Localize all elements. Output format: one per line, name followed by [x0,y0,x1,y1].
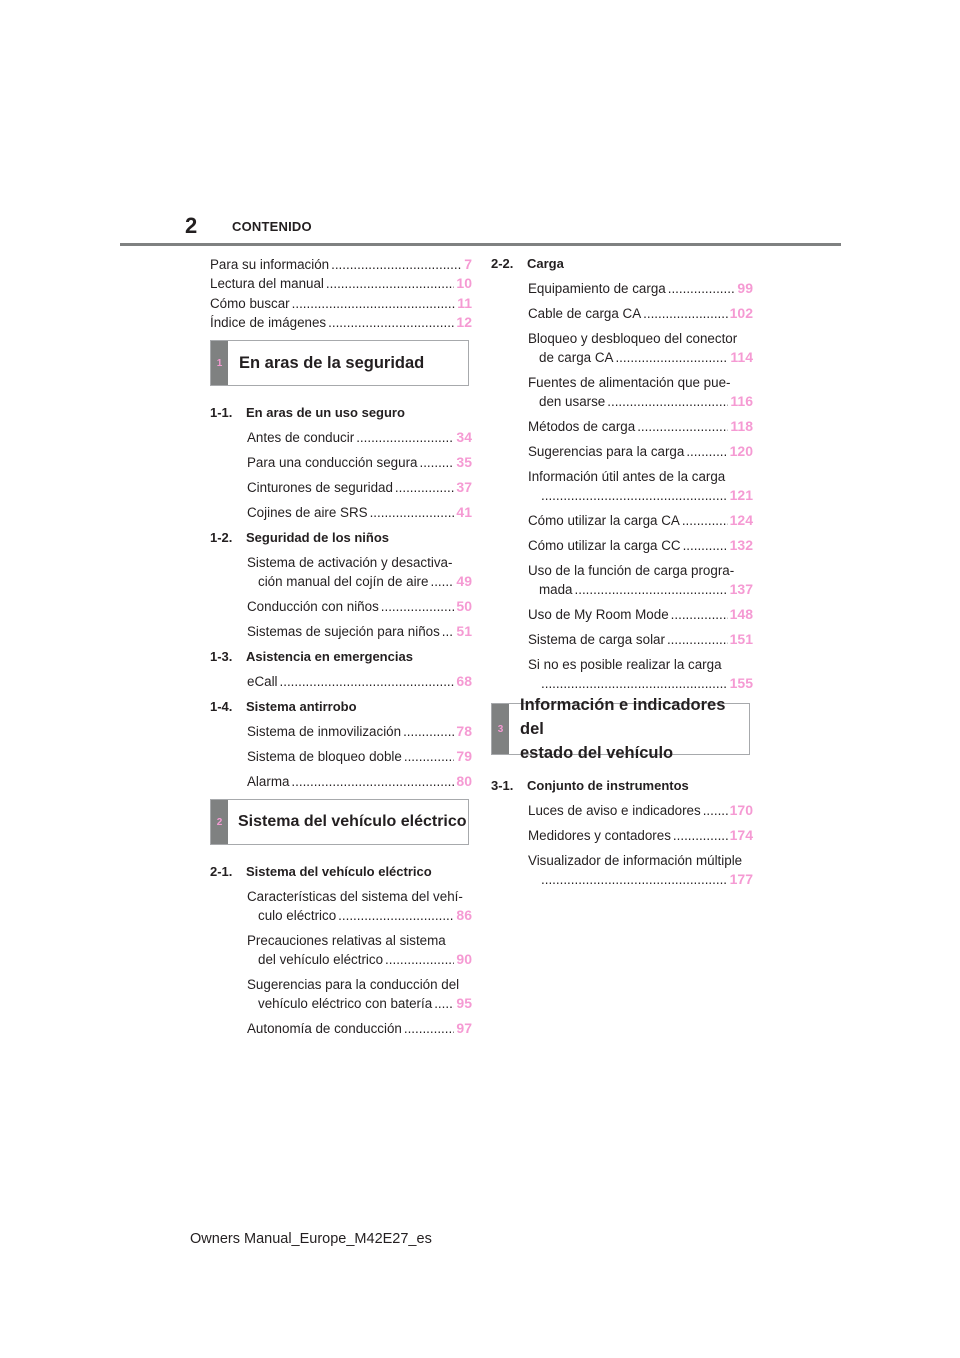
toc-entry[interactable]: Medidores y contadores ..... 174 [528,826,753,845]
page-link[interactable]: 121 [729,487,753,503]
toc-entry[interactable]: Autonomía de conducción ..... 97 [247,1019,472,1038]
chapter-2-box[interactable] [210,799,469,845]
section-1-2 [210,528,472,641]
toc-entry[interactable]: Métodos de carga ..... 118 [528,417,753,436]
page-link[interactable]: 120 [729,443,753,459]
page-link[interactable]: 116 [730,393,753,409]
page-link[interactable]: 78 [456,723,472,739]
toc-entry[interactable]: Sistema de bloqueo doble ..... 79 [247,747,472,766]
toc-entry[interactable]: Lectura del manual ..... 10 [210,274,472,294]
toc-entry[interactable]: Para su información ..... 7 [210,254,472,274]
toc-entry[interactable]: Cinturones de seguridad ..... 37 [247,478,472,497]
header-rule [120,243,841,246]
toc-entry[interactable]: Equipamiento de carga ..... 99 [528,279,753,298]
chapter-1-box[interactable] [210,340,469,386]
page-link[interactable]: 11 [457,294,472,311]
toc-left-column [210,254,472,1044]
section-2-1 [210,862,472,1038]
chapter-tab: 2 [211,800,228,844]
section-heading: 1-1. En aras de un uso seguro [210,405,405,420]
chapter-title: Sistema del vehículo eléctrico [238,813,467,830]
page-link[interactable]: 118 [730,418,753,434]
toc-entry[interactable]: Cojines de aire SRS ..... 41 [247,503,472,522]
toc-entry[interactable]: Fuentes de alimentación que pue- den usarse ..... 116 [528,373,753,411]
toc-entry[interactable]: Bloqueo y desbloqueo del conector de carga CA ..... 114 [528,329,753,367]
page-link[interactable]: 124 [729,512,753,528]
page-link[interactable]: 90 [456,951,472,967]
toc-entry[interactable]: Visualizador de información múltiple ..... 177 [528,851,753,889]
page-link[interactable]: 10 [456,275,472,291]
chapter-tab: 1 [211,341,228,385]
toc-entry[interactable]: Información útil antes de la carga ..... 121 [528,467,753,505]
page-link[interactable]: 79 [456,748,472,764]
toc-entry[interactable]: Si no es posible realizar la carga ..... 155 [528,655,753,693]
section-heading: 2-2. Carga [491,256,564,271]
page-link[interactable]: 80 [456,773,472,789]
toc-entry[interactable]: Cómo buscar ..... 11 [210,293,472,313]
section-heading: 1-4. Sistema antirrobo [210,699,357,714]
section-heading: 1-2. Seguridad de los niños [210,530,390,545]
chapter-title: En aras de la seguridad [239,354,425,372]
page-link[interactable]: 102 [729,305,753,321]
page-link[interactable]: 41 [456,504,472,520]
toc-entry[interactable]: Sistema de carga solar ..... 151 [528,630,753,649]
page-link[interactable]: 137 [729,581,753,597]
page-link[interactable]: 177 [729,871,753,887]
chapter-title: Información e indicadores del estado del vehículo [520,696,726,762]
running-head: CONTENIDO [232,219,312,234]
toc-entry[interactable]: Sistema de activación y desactiva- ción manual del cojín de aire ..... 49 [247,553,472,591]
toc-entry[interactable]: Luces de aviso e indicadores ..... 170 [528,801,753,820]
toc-entry[interactable]: Conducción con niños ..... 50 [247,597,472,616]
page-link[interactable]: 174 [729,827,753,843]
page-link[interactable]: 51 [456,623,472,639]
toc-entry[interactable]: Índice de imágenes ..... 12 [210,313,472,333]
section-1-4 [210,697,472,791]
page-number: 2 [185,213,198,238]
toc-entry[interactable]: Antes de conducir ..... 34 [247,428,472,447]
section-2-2 [491,254,753,693]
page-link[interactable]: 148 [729,606,753,622]
toc-entry[interactable]: Sistemas de sujeción para niños ..... 51 [247,622,472,641]
page-link[interactable]: 170 [729,802,753,818]
page-link[interactable]: 68 [456,673,472,689]
page-link[interactable]: 49 [456,573,472,589]
toc-entry[interactable]: Sugerencias para la conducción del vehículo eléctrico con batería ..... 95 [247,975,472,1013]
toc-entry[interactable]: Precauciones relativas al sistema del vehículo eléctrico ..... 90 [247,931,472,969]
toc-entry[interactable]: eCall ..... 68 [247,672,472,691]
toc-entry[interactable]: Sistema de inmovilización ..... 78 [247,722,472,741]
page-link[interactable]: 95 [456,995,472,1011]
toc-entry[interactable]: Cable de carga CA ..... 102 [528,304,753,323]
page-link[interactable]: 35 [456,454,472,470]
chapter-tab: 3 [492,704,509,754]
page-link[interactable]: 155 [729,675,753,691]
page-link[interactable]: 151 [729,631,753,647]
toc-entry[interactable]: Cómo utilizar la carga CA ..... 124 [528,511,753,530]
toc-entry[interactable]: Uso de My Room Mode ..... 148 [528,605,753,624]
section-3-1 [491,776,753,889]
page-link[interactable]: 34 [456,429,472,445]
toc-entry[interactable]: Características del sistema del vehí- culo eléctrico ..... 86 [247,887,472,925]
section-heading: 3-1. Conjunto de instrumentos [491,778,689,793]
page-link[interactable]: 99 [737,280,753,296]
page-link[interactable]: 86 [456,907,472,923]
toc-entry[interactable]: Alarma ..... 80 [247,772,472,791]
toc-entry[interactable]: Uso de la función de carga progra- mada ..... 137 [528,561,753,599]
page-link[interactable]: 37 [456,479,472,495]
page-link[interactable]: 97 [456,1020,472,1036]
toc-right-column [491,254,753,895]
toc-entry[interactable]: Para una conducción segura ..... 35 [247,453,472,472]
chapter-3-box[interactable] [491,696,750,762]
footer-doc-id: Owners Manual_Europe_M42E27_es [190,1231,432,1247]
page-link[interactable]: 132 [729,537,753,553]
front-matter [210,254,472,332]
page-link[interactable]: 12 [456,314,472,330]
section-1-3 [210,647,472,691]
page-link[interactable]: 50 [456,598,472,614]
page-link[interactable]: 7 [464,255,472,272]
section-heading: 1-3. Asistencia en emergencias [210,649,413,664]
section-heading: 2-1. Sistema del vehículo eléctrico [210,864,432,879]
toc-entry[interactable]: Sugerencias para la carga ..... 120 [528,442,753,461]
page-link[interactable]: 114 [730,349,753,365]
toc-entry[interactable]: Cómo utilizar la carga CC ..... 132 [528,536,753,555]
section-1-1 [210,403,472,522]
